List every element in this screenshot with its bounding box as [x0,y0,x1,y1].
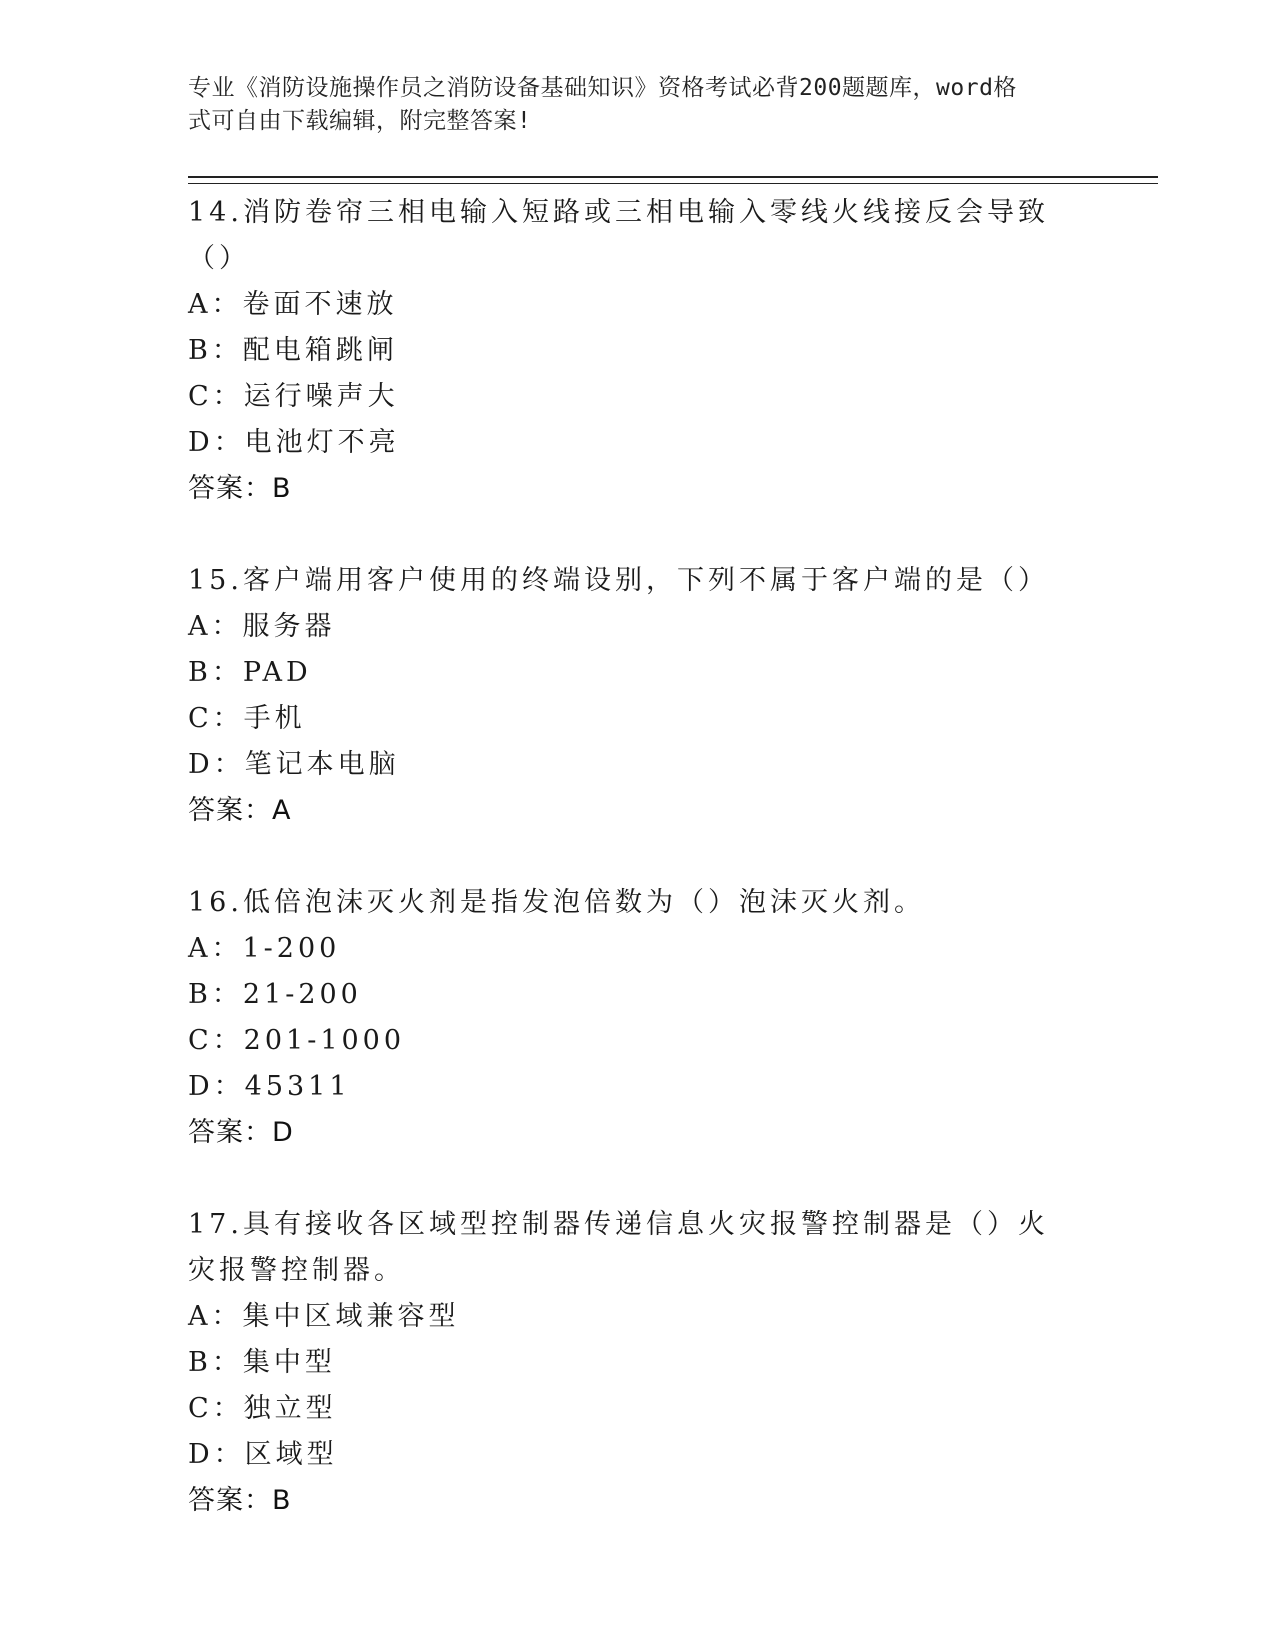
question-15 [188,558,1068,834]
option-a: A：集中区域兼容型 [188,1301,460,1332]
option-d: D：45311 [188,1071,351,1102]
answer-line [188,1478,1068,1524]
question-16 [188,880,1068,1156]
answer-line [188,1110,1068,1156]
option-c: C：独立型 [188,1393,337,1424]
option-d: D：区域型 [188,1439,338,1470]
option-a: A：1-200 [188,933,341,964]
answer-line [188,788,1068,834]
answer-label: 答案： [188,1485,272,1516]
option-a: A：服务器 [188,611,336,642]
answer-label: 答案： [188,1117,272,1148]
header-line-2: 式可自由下载编辑，附完整答案! [188,108,532,134]
option-c: C：201-1000 [188,1025,406,1056]
question-stem: 17.具有接收各区域型控制器传递信息火灾报警控制器是（）火灾报警控制器。 [188,1209,1049,1286]
question-14 [188,190,1068,512]
option-a: A：卷面不速放 [188,289,398,320]
option-d: D：笔记本电脑 [188,749,400,780]
answer-value: D [272,1117,294,1148]
question-stem: 15.客户端用客户使用的终端设别，下列不属于客户端的是（） [188,565,1049,596]
question-17 [188,1202,1068,1524]
header-divider [188,176,1158,184]
answer-value: A [272,795,292,826]
question-list [188,190,1068,1570]
option-b: B：集中型 [188,1347,336,1378]
document-header [188,72,1068,138]
option-b: B：配电箱跳闸 [188,335,398,366]
question-stem: 14.消防卷帘三相电输入短路或三相电输入零线火线接反会导致（） [188,197,1049,274]
option-b: B：21-200 [188,979,362,1010]
header-line-1: 专业《消防设施操作员之消防设备基础知识》资格考试必背200题题库，word格 [188,75,1017,101]
option-d: D：电池灯不亮 [188,427,400,458]
answer-label: 答案： [188,795,272,826]
question-stem: 16.低倍泡沫灭火剂是指发泡倍数为（）泡沫灭火剂。 [188,887,925,918]
answer-value: B [272,1485,292,1516]
answer-value: B [272,473,292,504]
option-c: C：运行噪声大 [188,381,399,412]
answer-label: 答案： [188,473,272,504]
answer-line [188,466,1068,512]
option-b: B：PAD [188,657,312,688]
option-c: C：手机 [188,703,306,734]
